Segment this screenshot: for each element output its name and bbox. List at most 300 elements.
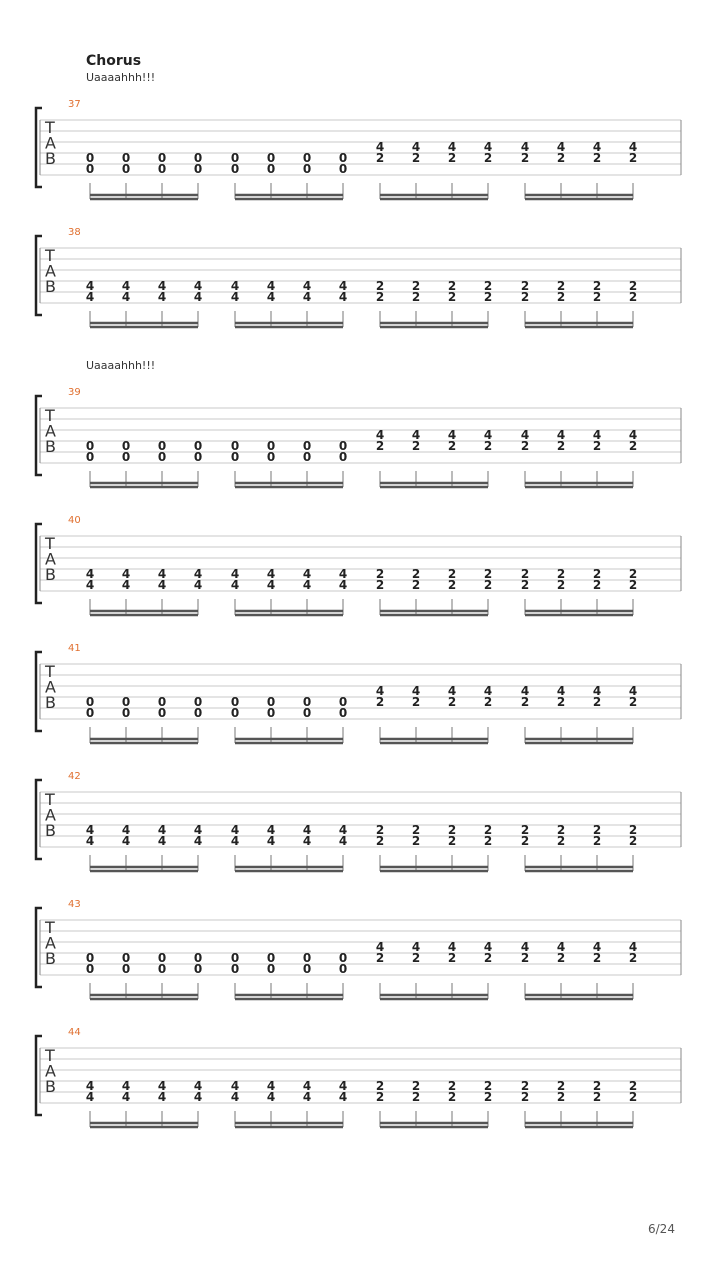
fret-number: 4	[193, 834, 203, 848]
fret-number: 4	[302, 834, 312, 848]
fret-number: 4	[266, 834, 276, 848]
fret-number: 2	[520, 151, 530, 165]
fret-number: 2	[375, 951, 385, 965]
tab-staff-svg	[0, 385, 720, 505]
fret-number: 2	[556, 1079, 566, 1093]
fret-number: 2	[411, 951, 421, 965]
fret-number: 0	[302, 695, 312, 709]
fret-number: 2	[447, 567, 457, 581]
fret-number: 2	[447, 279, 457, 293]
fret-number: 0	[121, 706, 131, 720]
fret-number: 0	[266, 439, 276, 453]
tab-clef-letter: B	[45, 949, 56, 968]
fret-number: 0	[302, 439, 312, 453]
tab-system-38	[0, 225, 720, 345]
tab-staff-svg	[0, 769, 720, 889]
tab-staff-svg	[0, 1025, 720, 1145]
fret-number: 2	[375, 1090, 385, 1104]
fret-number: 2	[375, 695, 385, 709]
fret-number: 4	[302, 1090, 312, 1104]
fret-number: 0	[121, 162, 131, 176]
tab-system-40	[0, 513, 720, 633]
fret-number: 0	[338, 951, 348, 965]
fret-number: 2	[483, 823, 493, 837]
fret-number: 4	[121, 834, 131, 848]
fret-number: 0	[193, 706, 203, 720]
fret-number: 2	[447, 834, 457, 848]
fret-number: 4	[157, 834, 167, 848]
tab-clef-letter: A	[45, 549, 56, 569]
section-title: Chorus	[86, 53, 142, 69]
fret-number: 0	[193, 439, 203, 453]
tab-system-41	[0, 641, 720, 761]
tab-clef-letter: A	[45, 421, 56, 441]
fret-number: 0	[338, 162, 348, 176]
fret-number: 4	[85, 578, 95, 592]
fret-number: 2	[556, 951, 566, 965]
tab-system-37	[0, 97, 720, 217]
fret-number: 2	[483, 151, 493, 165]
fret-number: 2	[447, 695, 457, 709]
fret-number: 0	[230, 706, 240, 720]
fret-number: 4	[85, 1090, 95, 1104]
fret-number: 4	[85, 1079, 95, 1093]
tab-clef-letter: B	[45, 149, 56, 168]
fret-number: 2	[375, 567, 385, 581]
fret-number: 2	[592, 834, 602, 848]
fret-number: 0	[338, 151, 348, 165]
fret-number: 4	[338, 1079, 348, 1093]
fret-number: 0	[266, 450, 276, 464]
fret-number: 2	[375, 1079, 385, 1093]
fret-number: 2	[483, 951, 493, 965]
fret-number: 4	[230, 834, 240, 848]
fret-number: 2	[628, 1090, 638, 1104]
fret-number: 2	[447, 439, 457, 453]
fret-number: 0	[266, 962, 276, 976]
fret-number: 2	[556, 834, 566, 848]
fret-number: 0	[193, 151, 203, 165]
fret-number: 2	[556, 151, 566, 165]
fret-number: 2	[483, 279, 493, 293]
fret-number: 4	[157, 823, 167, 837]
fret-number: 4	[266, 567, 276, 581]
measure-number: 40	[68, 515, 81, 526]
fret-number: 0	[193, 962, 203, 976]
fret-number: 0	[85, 706, 95, 720]
fret-number: 0	[338, 962, 348, 976]
fret-number: 4	[266, 578, 276, 592]
fret-number: 2	[592, 567, 602, 581]
fret-number: 4	[592, 940, 602, 954]
fret-number: 0	[338, 695, 348, 709]
fret-number: 2	[520, 1079, 530, 1093]
fret-number: 2	[628, 951, 638, 965]
fret-number: 2	[483, 567, 493, 581]
fret-number: 2	[447, 1090, 457, 1104]
fret-number: 0	[266, 951, 276, 965]
fret-number: 4	[230, 1079, 240, 1093]
tab-clef-letter: T	[45, 246, 55, 265]
fret-number: 4	[338, 1090, 348, 1104]
fret-number: 4	[375, 940, 385, 954]
fret-number: 4	[193, 1090, 203, 1104]
fret-number: 2	[556, 1090, 566, 1104]
fret-number: 4	[628, 940, 638, 954]
fret-number: 2	[592, 951, 602, 965]
fret-number: 4	[483, 940, 493, 954]
fret-number: 4	[592, 428, 602, 442]
tab-system-43	[0, 897, 720, 1017]
fret-number: 4	[338, 834, 348, 848]
fret-number: 0	[157, 151, 167, 165]
measure-number: 38	[68, 227, 81, 238]
fret-number: 0	[302, 962, 312, 976]
fret-number: 2	[556, 578, 566, 592]
tab-clef-letter: B	[45, 693, 56, 712]
fret-number: 0	[230, 962, 240, 976]
fret-number: 0	[85, 439, 95, 453]
fret-number: 2	[628, 823, 638, 837]
fret-number: 0	[230, 439, 240, 453]
fret-number: 4	[338, 567, 348, 581]
fret-number: 4	[375, 428, 385, 442]
fret-number: 4	[121, 1079, 131, 1093]
fret-number: 0	[157, 962, 167, 976]
fret-number: 2	[447, 951, 457, 965]
fret-number: 0	[266, 151, 276, 165]
fret-number: 0	[121, 439, 131, 453]
fret-number: 0	[302, 151, 312, 165]
fret-number: 2	[592, 578, 602, 592]
fret-number: 4	[157, 279, 167, 293]
fret-number: 4	[266, 290, 276, 304]
fret-number: 4	[447, 684, 457, 698]
fret-number: 0	[193, 951, 203, 965]
tab-system-39	[0, 385, 720, 505]
fret-number: 2	[556, 439, 566, 453]
tab-clef-letter: B	[45, 437, 56, 456]
fret-number: 4	[121, 567, 131, 581]
fret-number: 4	[556, 140, 566, 154]
fret-number: 4	[628, 140, 638, 154]
tab-clef-letter: T	[45, 118, 55, 137]
fret-number: 2	[447, 823, 457, 837]
fret-number: 0	[193, 450, 203, 464]
fret-number: 4	[302, 290, 312, 304]
fret-number: 0	[85, 450, 95, 464]
tab-staff-svg	[0, 225, 720, 345]
fret-number: 0	[85, 951, 95, 965]
fret-number: 4	[556, 684, 566, 698]
fret-number: 0	[85, 695, 95, 709]
fret-number: 0	[85, 962, 95, 976]
fret-number: 2	[483, 1090, 493, 1104]
tab-clef-letter: A	[45, 261, 56, 281]
fret-number: 0	[230, 151, 240, 165]
fret-number: 4	[338, 290, 348, 304]
fret-number: 4	[230, 1090, 240, 1104]
fret-number: 4	[193, 279, 203, 293]
fret-number: 4	[483, 684, 493, 698]
fret-number: 4	[483, 428, 493, 442]
fret-number: 4	[193, 823, 203, 837]
tab-system-44	[0, 1025, 720, 1145]
fret-number: 4	[85, 834, 95, 848]
fret-number: 4	[411, 940, 421, 954]
fret-number: 2	[520, 834, 530, 848]
fret-number: 4	[520, 684, 530, 698]
fret-number: 2	[556, 823, 566, 837]
fret-number: 2	[411, 823, 421, 837]
fret-number: 4	[121, 823, 131, 837]
fret-number: 4	[338, 279, 348, 293]
fret-number: 2	[520, 439, 530, 453]
tab-clef-letter: B	[45, 277, 56, 296]
fret-number: 0	[230, 162, 240, 176]
measure-number: 37	[68, 99, 81, 110]
tab-clef-letter: A	[45, 933, 56, 953]
fret-number: 0	[266, 162, 276, 176]
fret-number: 4	[411, 684, 421, 698]
fret-number: 2	[592, 279, 602, 293]
fret-number: 0	[121, 450, 131, 464]
fret-number: 0	[230, 951, 240, 965]
fret-number: 0	[266, 695, 276, 709]
fret-number: 4	[121, 1090, 131, 1104]
fret-number: 0	[121, 962, 131, 976]
tab-clef-letter: B	[45, 1077, 56, 1096]
tab-clef-letter: T	[45, 790, 55, 809]
measure-number: 44	[68, 1027, 81, 1038]
tab-clef-letter: B	[45, 821, 56, 840]
fret-number: 4	[193, 1079, 203, 1093]
fret-number: 2	[375, 834, 385, 848]
fret-number: 4	[230, 578, 240, 592]
fret-number: 2	[411, 834, 421, 848]
fret-number: 4	[157, 578, 167, 592]
fret-number: 0	[157, 439, 167, 453]
fret-number: 2	[447, 151, 457, 165]
fret-number: 2	[411, 151, 421, 165]
fret-number: 4	[375, 140, 385, 154]
fret-number: 0	[230, 695, 240, 709]
measure-number: 41	[68, 643, 81, 654]
fret-number: 4	[85, 290, 95, 304]
fret-number: 4	[85, 279, 95, 293]
fret-number: 0	[302, 162, 312, 176]
fret-number: 4	[121, 578, 131, 592]
fret-number: 2	[447, 290, 457, 304]
fret-number: 4	[230, 290, 240, 304]
fret-number: 2	[628, 290, 638, 304]
fret-number: 2	[628, 279, 638, 293]
fret-number: 4	[230, 823, 240, 837]
tab-clef-letter: T	[45, 1046, 55, 1065]
fret-number: 4	[193, 578, 203, 592]
fret-number: 4	[266, 279, 276, 293]
fret-number: 0	[302, 450, 312, 464]
fret-number: 2	[628, 1079, 638, 1093]
fret-number: 0	[157, 450, 167, 464]
fret-number: 4	[411, 140, 421, 154]
fret-number: 2	[520, 695, 530, 709]
fret-number: 2	[411, 695, 421, 709]
fret-number: 4	[157, 567, 167, 581]
fret-number: 4	[520, 940, 530, 954]
fret-number: 2	[520, 290, 530, 304]
tab-staff-svg	[0, 513, 720, 633]
fret-number: 2	[556, 279, 566, 293]
fret-number: 0	[121, 695, 131, 709]
measure-number: 39	[68, 387, 81, 398]
tab-clef-letter: A	[45, 133, 56, 153]
fret-number: 2	[520, 279, 530, 293]
fret-number: 0	[157, 162, 167, 176]
fret-number: 0	[121, 151, 131, 165]
tab-clef-letter: A	[45, 677, 56, 697]
fret-number: 2	[520, 1090, 530, 1104]
fret-number: 2	[556, 567, 566, 581]
fret-number: 4	[338, 823, 348, 837]
fret-number: 2	[375, 439, 385, 453]
fret-number: 2	[483, 578, 493, 592]
fret-number: 2	[447, 1079, 457, 1093]
fret-number: 0	[85, 151, 95, 165]
fret-number: 2	[375, 290, 385, 304]
fret-number: 4	[230, 567, 240, 581]
fret-number: 0	[338, 450, 348, 464]
fret-number: 4	[628, 684, 638, 698]
fret-number: 4	[157, 1090, 167, 1104]
fret-number: 4	[302, 578, 312, 592]
fret-number: 4	[302, 567, 312, 581]
fret-number: 4	[520, 140, 530, 154]
fret-number: 4	[556, 428, 566, 442]
fret-number: 2	[483, 1079, 493, 1093]
fret-number: 2	[520, 823, 530, 837]
fret-number: 4	[302, 1079, 312, 1093]
fret-number: 2	[556, 695, 566, 709]
fret-number: 2	[520, 578, 530, 592]
lyric-line-1: Uaaaahhh!!!	[86, 71, 156, 84]
fret-number: 4	[85, 823, 95, 837]
fret-number: 4	[592, 684, 602, 698]
fret-number: 0	[302, 706, 312, 720]
fret-number: 4	[193, 567, 203, 581]
fret-number: 2	[447, 578, 457, 592]
fret-number: 4	[592, 140, 602, 154]
fret-number: 2	[592, 290, 602, 304]
fret-number: 2	[483, 439, 493, 453]
fret-number: 4	[483, 140, 493, 154]
fret-number: 4	[157, 1079, 167, 1093]
fret-number: 4	[628, 428, 638, 442]
fret-number: 4	[266, 1079, 276, 1093]
fret-number: 2	[483, 695, 493, 709]
fret-number: 4	[230, 279, 240, 293]
fret-number: 2	[411, 279, 421, 293]
tab-system-42	[0, 769, 720, 889]
fret-number: 2	[628, 834, 638, 848]
fret-number: 2	[520, 567, 530, 581]
fret-number: 2	[592, 1079, 602, 1093]
fret-number: 4	[447, 940, 457, 954]
fret-number: 2	[411, 439, 421, 453]
fret-number: 0	[338, 706, 348, 720]
fret-number: 2	[628, 151, 638, 165]
fret-number: 2	[592, 1090, 602, 1104]
fret-number: 4	[447, 428, 457, 442]
fret-number: 0	[157, 951, 167, 965]
fret-number: 2	[411, 290, 421, 304]
fret-number: 0	[193, 162, 203, 176]
fret-number: 0	[230, 450, 240, 464]
fret-number: 2	[520, 951, 530, 965]
fret-number: 2	[375, 279, 385, 293]
fret-number: 0	[302, 951, 312, 965]
fret-number: 4	[520, 428, 530, 442]
fret-number: 2	[628, 578, 638, 592]
tab-clef-letter: T	[45, 534, 55, 553]
fret-number: 4	[375, 684, 385, 698]
fret-number: 2	[483, 834, 493, 848]
fret-number: 2	[411, 1079, 421, 1093]
fret-number: 4	[121, 279, 131, 293]
fret-number: 0	[338, 439, 348, 453]
fret-number: 4	[266, 1090, 276, 1104]
fret-number: 4	[121, 290, 131, 304]
tab-staff-svg	[0, 641, 720, 761]
tab-staff-svg	[0, 97, 720, 217]
fret-number: 2	[375, 578, 385, 592]
tab-clef-letter: T	[45, 662, 55, 681]
fret-number: 4	[302, 823, 312, 837]
page-number: 6/24	[648, 1222, 675, 1236]
fret-number: 4	[447, 140, 457, 154]
fret-number: 2	[411, 578, 421, 592]
fret-number: 2	[411, 567, 421, 581]
fret-number: 2	[592, 695, 602, 709]
fret-number: 4	[338, 578, 348, 592]
fret-number: 0	[157, 695, 167, 709]
fret-number: 4	[302, 279, 312, 293]
tab-clef-letter: A	[45, 805, 56, 825]
fret-number: 2	[483, 290, 493, 304]
tab-staff-svg	[0, 897, 720, 1017]
fret-number: 2	[375, 151, 385, 165]
fret-number: 2	[592, 823, 602, 837]
fret-number: 0	[85, 162, 95, 176]
tab-clef-letter: T	[45, 918, 55, 937]
fret-number: 0	[121, 951, 131, 965]
fret-number: 4	[411, 428, 421, 442]
fret-number: 2	[556, 290, 566, 304]
fret-number: 2	[628, 695, 638, 709]
fret-number: 4	[85, 567, 95, 581]
fret-number: 4	[266, 823, 276, 837]
fret-number: 2	[592, 151, 602, 165]
fret-number: 4	[193, 290, 203, 304]
fret-number: 2	[411, 1090, 421, 1104]
lyric-line-2: Uaaaahhh!!!	[86, 359, 156, 372]
measure-number: 43	[68, 899, 81, 910]
fret-number: 2	[628, 439, 638, 453]
fret-number: 2	[375, 823, 385, 837]
tab-clef-letter: T	[45, 406, 55, 425]
fret-number: 0	[193, 695, 203, 709]
measure-number: 42	[68, 771, 81, 782]
